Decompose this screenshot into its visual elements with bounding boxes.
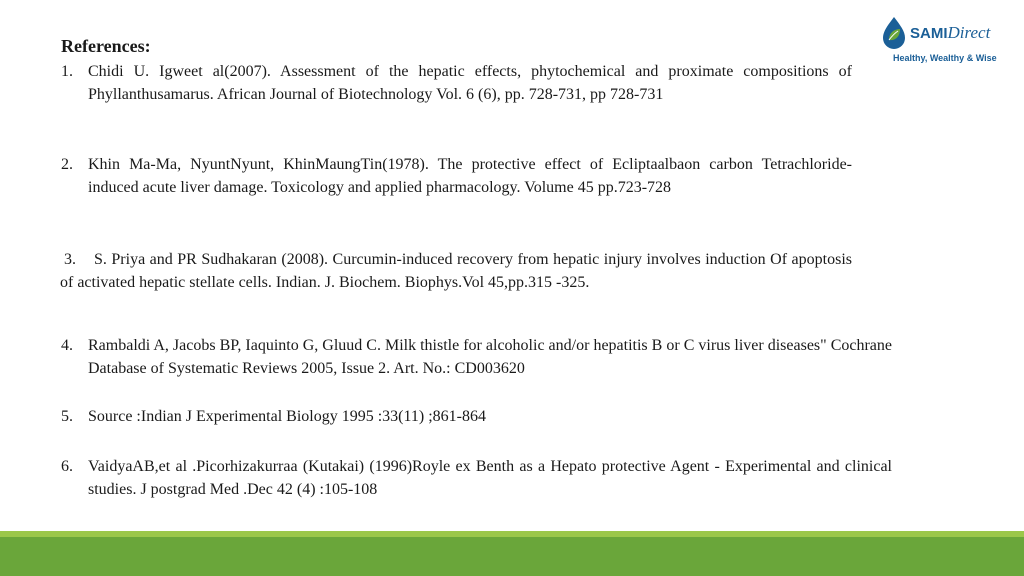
references-heading: References: [61,36,151,56]
brand-tagline: Healthy, Wealthy & Wise [893,53,997,63]
reference-item-3 [60,248,852,294]
reference-number: 5. [61,408,73,425]
reference-number: 2. [61,156,73,173]
reference-number: 6. [61,458,73,475]
reference-number: 4. [61,337,73,354]
reference-text: Khin Ma-Ma, NyuntNyunt, KhinMaungTin(1978). The protective effect of Ecliptaalbaon carbon Tetrachloride- induced acute liver damage. Toxicology and applied pharmacology. Volume 45 pp.723-728 [88,156,852,196]
sami-direct-logo [882,16,1002,68]
reference-item-2 [61,153,852,199]
footer-band-dark [0,537,1024,576]
reference-text: Source :Indian J Experimental Biology 1995 :33(11) ;861-864 [88,408,487,425]
brand-name-part2: Direct [947,23,991,42]
reference-item-1 [61,60,852,106]
reference-text: VaidyaAB,et al .Picorhizakurraa (Kutakai) (1996)Royle ex Benth as a Hepato protective Agent - Experimental and clinical studies. J postgrad Med .Dec 42 (4) :105-108 [88,458,892,498]
reference-item-6 [61,455,892,501]
reference-text: Rambaldi A, Jacobs BP, Iaquinto G, Gluud C. Milk thistle for alcoholic and/or hepatitis B or C virus liver diseases" Cochrane Database of Systematic Reviews 2005, Issue 2. Art. No.: CD003620 [88,337,892,377]
reference-number: 3. [64,251,76,268]
brand-name-part1: SAMI [910,25,948,42]
reference-item-5 [61,405,892,428]
leaf-drop-logo-icon [882,16,906,50]
reference-text: S. Priya and PR Sudhakaran (2008). Curcumin-induced recovery from hepatic injury involves induction Of apoptosis of activated hepatic stellate cells. Indian. J. Biochem. Biophys.Vol 45,pp.315 -325. [60,251,852,291]
reference-number: 1. [61,63,73,80]
brand-name [910,22,990,45]
reference-text: Chidi U. Igweet al(2007). Assessment of the hepatic effects, phytochemical and proximate compositions of Phyllanthusamarus. African Journal of Biotechnology Vol. 6 (6), pp. 728-731, pp 728-731 [88,63,852,103]
reference-item-4 [61,334,892,380]
